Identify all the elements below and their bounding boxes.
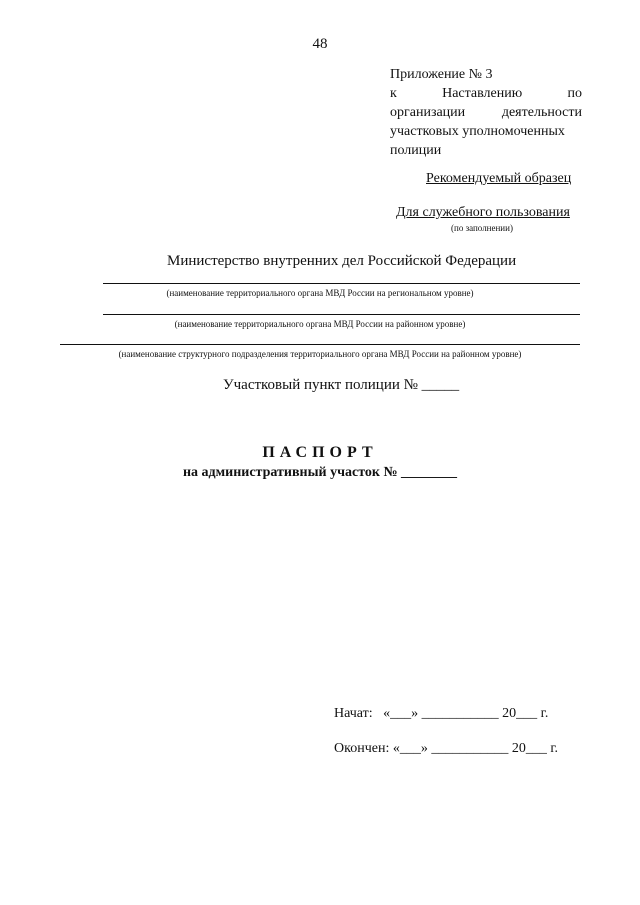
restricted-use-label: Для служебного пользования	[396, 205, 570, 220]
appendix-line-5: полиции	[390, 143, 442, 158]
appendix-header	[390, 65, 582, 160]
recommended-sample-label: Рекомендуемый образец	[426, 171, 572, 186]
appendix-line-2	[390, 84, 582, 103]
police-post-number: Участковый пункт полиции № _____	[223, 377, 460, 393]
appendix-line-3	[390, 103, 582, 122]
passport-title: ПАСПОРТ	[262, 444, 378, 461]
district-authority-field	[103, 314, 580, 315]
appendix-title: Приложение № 3	[390, 67, 493, 82]
structural-unit-field	[60, 344, 580, 345]
regional-authority-caption: (наименование территориального органа МВД России на региональном уровне)	[166, 288, 474, 298]
ministry-name: Министерство внутренних дел Российской Федерации	[167, 253, 517, 269]
passport-subtitle: на административный участок № ________	[182, 465, 458, 480]
finished-date-line: Окончен: «___» ___________ 20___ г.	[334, 741, 558, 756]
started-date-line: Начат: «___» ___________ 20___ г.	[334, 706, 549, 721]
appendix-word: организации	[390, 105, 466, 120]
appendix-line-4: участковых уполномоченных	[390, 124, 565, 139]
when-filled-note: (по заполнении)	[451, 223, 513, 233]
structural-unit-caption: (наименование структурного подразделения территориального органа МВД России на районном уровне)	[118, 349, 522, 359]
appendix-word: к	[390, 86, 397, 101]
appendix-word: по	[567, 86, 582, 101]
district-authority-caption: (наименование территориального органа МВД России на районном уровне)	[174, 319, 466, 329]
appendix-word: деятельности	[501, 105, 582, 120]
appendix-word: Наставлению	[442, 86, 523, 101]
regional-authority-field	[103, 283, 580, 284]
page-number: 48	[312, 36, 328, 52]
